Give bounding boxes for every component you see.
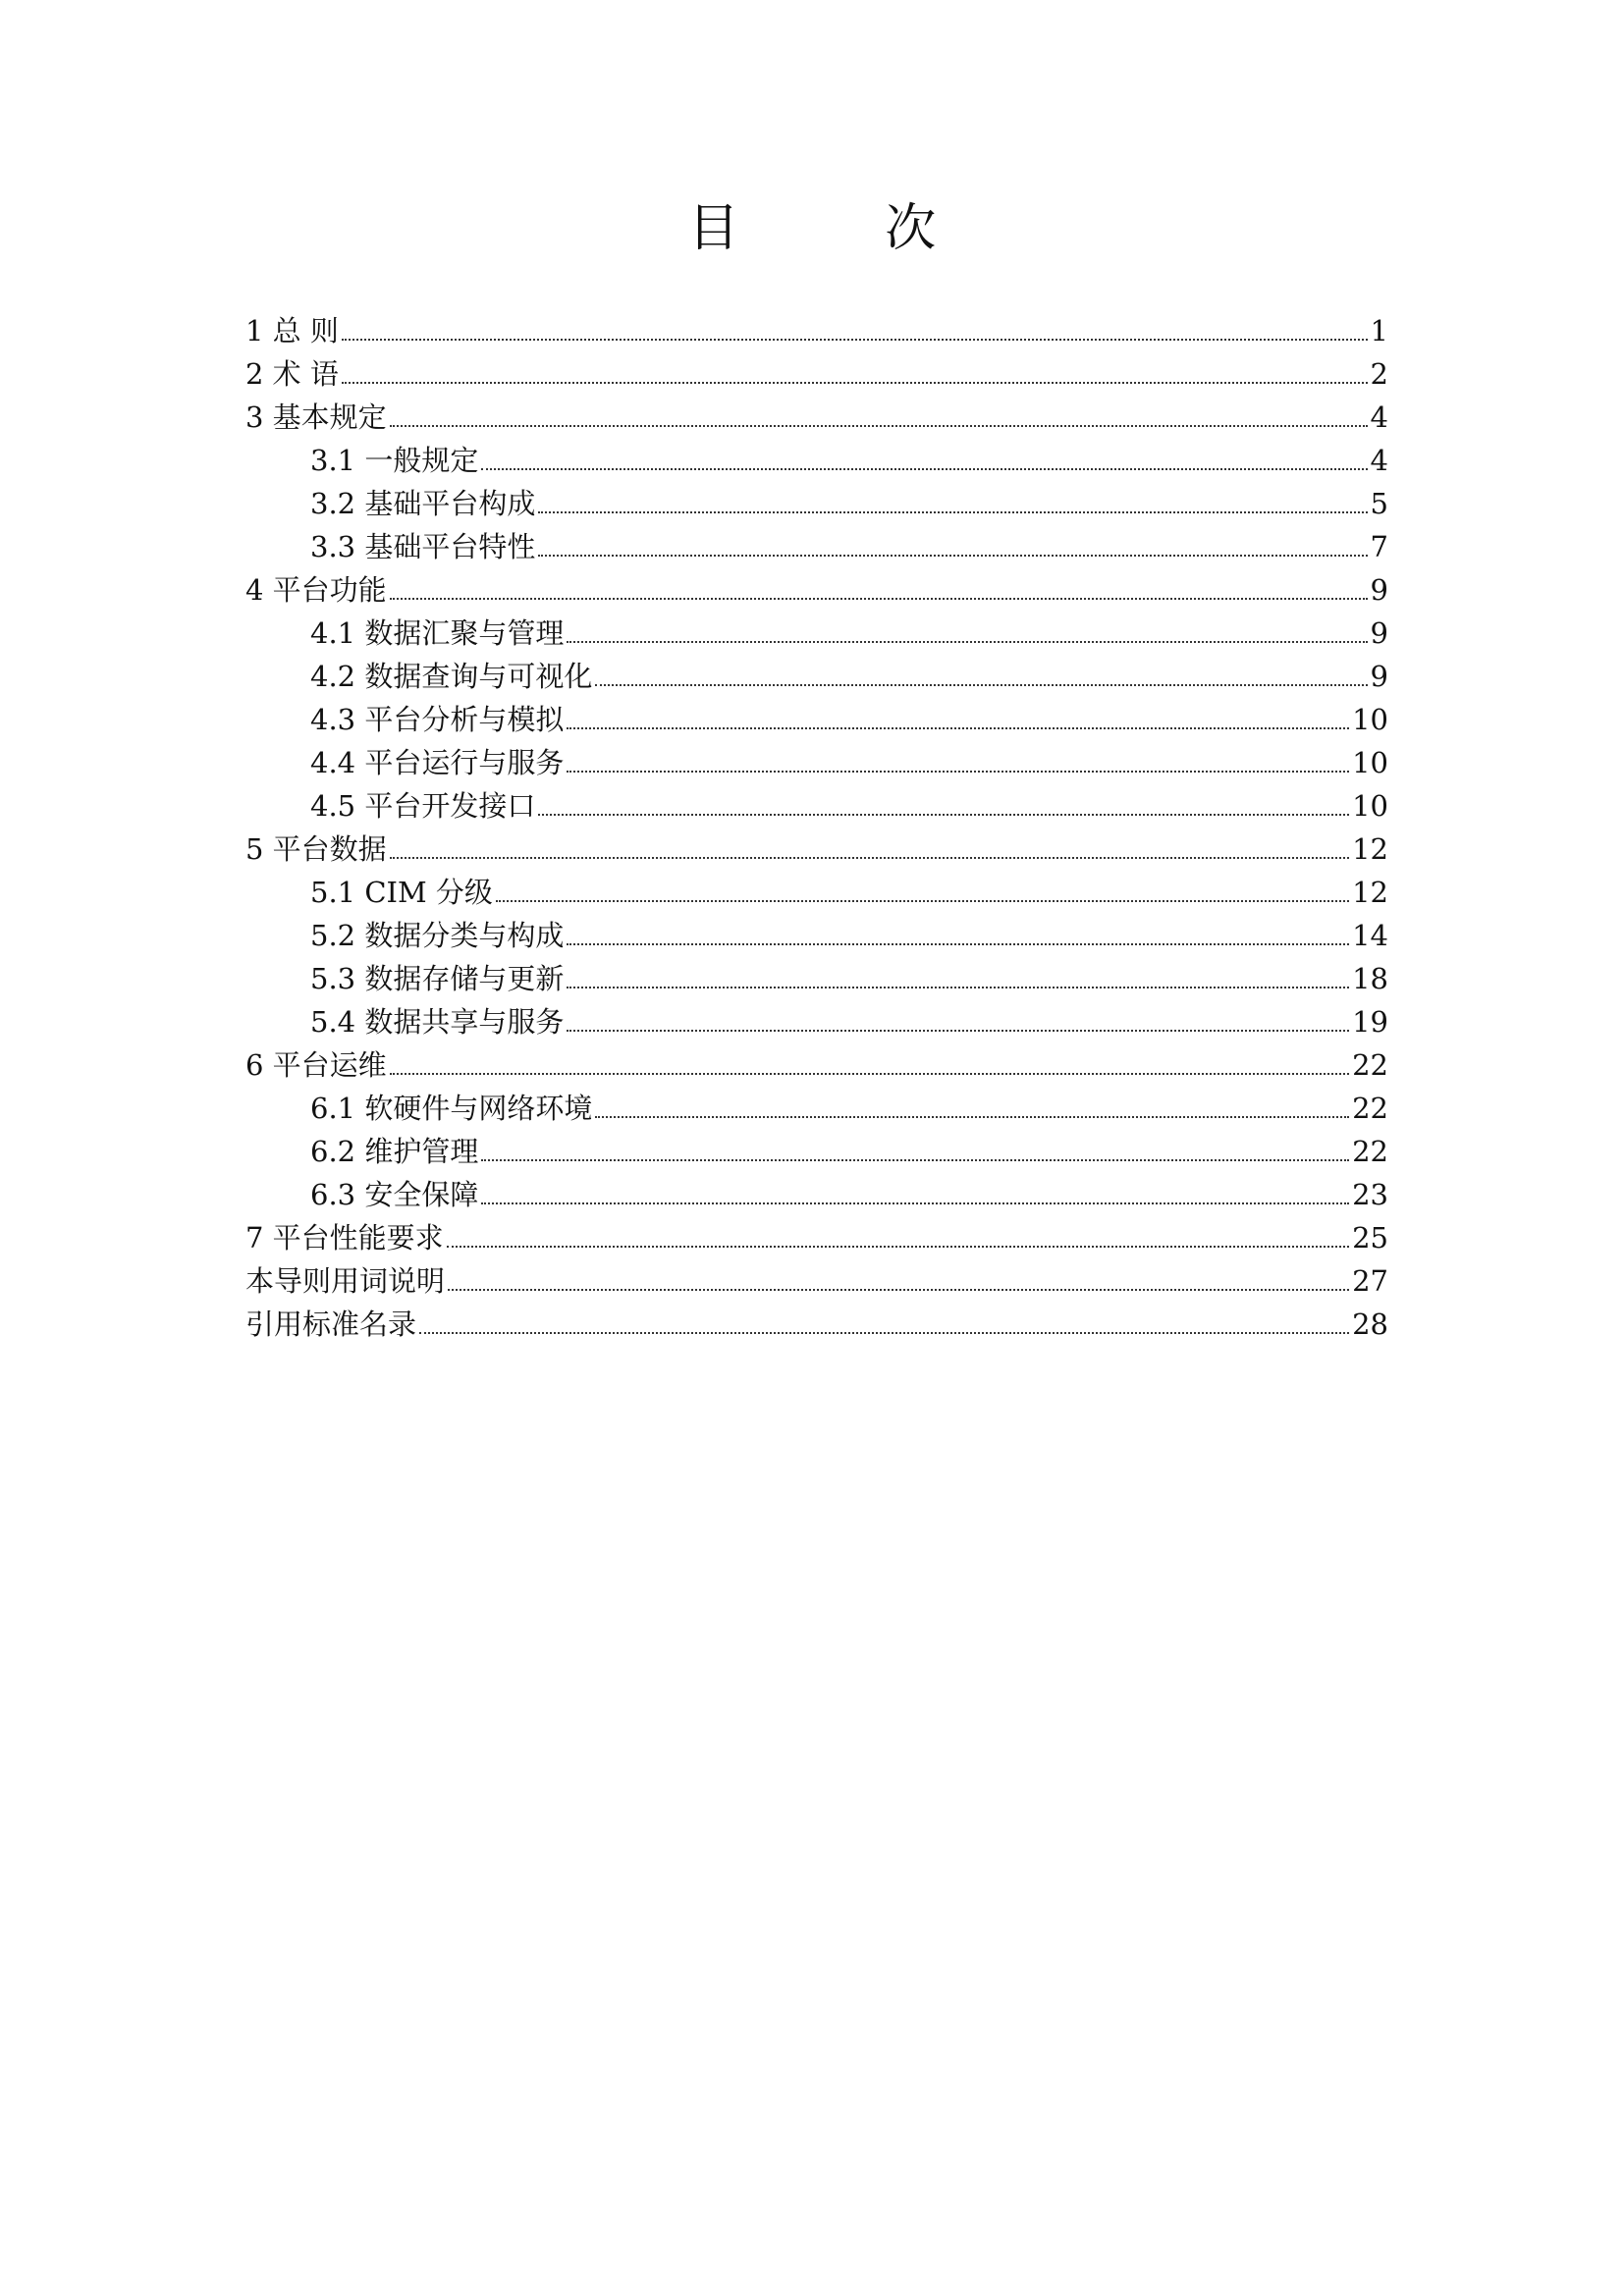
toc-dot-leader [595,684,1367,686]
toc-entry-label: 本导则用词说明 [245,1264,446,1298]
toc-entry-page-number: 4 [1370,400,1388,434]
toc-entry-label: 3.1 一般规定 [310,444,479,477]
toc-dot-leader [538,555,1367,557]
toc-dot-leader [390,1073,1349,1075]
toc-entry-label: 4.4 平台运行与服务 [310,746,565,779]
toc-entry[interactable] [245,478,1388,521]
toc-entry[interactable] [245,953,1388,996]
toc-entry-label: 3 基本规定 [245,400,387,434]
toc-entry-page-number: 23 [1352,1178,1388,1211]
toc-entry-label: 引用标准名录 [245,1308,417,1341]
toc-dot-leader [448,1289,1349,1291]
toc-entry-page-number: 2 [1370,357,1388,391]
toc-entry-page-number: 9 [1370,616,1388,650]
toc-dot-leader [342,339,1368,341]
toc-entry-page-number: 9 [1370,660,1388,693]
toc-entry[interactable] [245,1040,1388,1083]
toc-dot-leader [538,814,1349,816]
toc-dot-leader [567,987,1349,988]
toc-entry[interactable] [245,824,1388,867]
toc-entry-label: 5 平台数据 [245,832,387,866]
toc-entry-label: 6.3 安全保障 [310,1178,479,1211]
toc-dot-leader [481,1159,1349,1161]
toc-entry[interactable] [245,996,1388,1040]
toc-entry-page-number: 19 [1352,1005,1388,1039]
toc-entry-label: 4.5 平台开发接口 [310,789,536,823]
toc-entry-label: 4.2 数据查询与可视化 [310,660,593,693]
toc-entry[interactable] [245,392,1388,435]
toc-entry-label: 6 平台运维 [245,1048,387,1082]
toc-entry[interactable] [245,1255,1388,1299]
toc-dot-leader [567,727,1349,729]
toc-dot-leader [342,382,1368,384]
toc-entry[interactable] [245,910,1388,953]
toc-entry-label: 5.4 数据共享与服务 [310,1005,565,1039]
toc-entry-label: 7 平台性能要求 [245,1221,444,1255]
toc-entry[interactable] [245,1083,1388,1126]
toc-dot-leader [419,1332,1349,1334]
toc-entry[interactable] [245,694,1388,737]
toc-dot-leader [390,857,1349,859]
toc-dot-leader [496,900,1349,902]
toc-entry[interactable] [245,780,1388,824]
toc-entry-page-number: 9 [1370,573,1388,607]
page-title: 目 次 [687,199,1001,258]
toc-entry[interactable] [245,651,1388,694]
toc-dot-leader [481,468,1367,470]
toc-entry[interactable] [245,1126,1388,1169]
toc-dot-leader [567,771,1349,773]
toc-entry-label: 2 术 语 [245,357,339,391]
toc-entry-label: 4.1 数据汇聚与管理 [310,616,565,650]
toc-dot-leader [390,425,1368,427]
toc-entry[interactable] [245,867,1388,910]
toc-entry-page-number: 22 [1352,1135,1388,1168]
toc-entry-label: 4.3 平台分析与模拟 [310,703,565,736]
toc-entry[interactable] [245,1212,1388,1255]
toc-entry-label: 4 平台功能 [245,573,387,607]
toc-entry[interactable] [245,435,1388,478]
table-of-contents [245,305,1388,1342]
toc-entry[interactable] [245,564,1388,608]
toc-entry-page-number: 10 [1352,789,1388,823]
toc-entry-label: 6.1 软硬件与网络环境 [310,1092,593,1125]
toc-dot-leader [538,511,1367,513]
toc-entry[interactable] [245,1169,1388,1212]
toc-entry-page-number: 22 [1352,1048,1388,1082]
toc-entry-label: 6.2 维护管理 [310,1135,479,1168]
toc-entry[interactable] [245,1299,1388,1342]
toc-entry-label: 5.3 数据存储与更新 [310,962,565,995]
toc-entry[interactable] [245,305,1388,348]
toc-entry-label: 3.3 基础平台特性 [310,530,536,563]
toc-entry-page-number: 12 [1352,876,1388,909]
toc-entry-label: 1 总 则 [245,314,339,347]
toc-dot-leader [481,1202,1349,1204]
toc-entry-page-number: 25 [1352,1221,1388,1255]
toc-entry-page-number: 10 [1352,703,1388,736]
toc-entry[interactable] [245,348,1388,392]
toc-entry-label: 5.2 数据分类与构成 [310,919,565,952]
toc-entry-page-number: 4 [1370,444,1388,477]
toc-entry-page-number: 22 [1352,1092,1388,1125]
toc-entry-page-number: 18 [1352,962,1388,995]
toc-dot-leader [447,1246,1349,1248]
toc-dot-leader [567,943,1349,945]
toc-entry-page-number: 7 [1370,530,1388,563]
toc-entry[interactable] [245,737,1388,780]
toc-dot-leader [567,1030,1349,1032]
toc-entry-page-number: 28 [1352,1308,1388,1341]
toc-entry[interactable] [245,608,1388,651]
toc-entry[interactable] [245,521,1388,564]
toc-dot-leader [595,1116,1349,1118]
toc-entry-label: 3.2 基础平台构成 [310,487,536,520]
toc-dot-leader [390,598,1368,600]
toc-dot-leader [567,641,1367,643]
toc-entry-page-number: 10 [1352,746,1388,779]
toc-entry-page-number: 1 [1370,314,1388,347]
toc-entry-page-number: 5 [1370,487,1388,520]
toc-entry-page-number: 12 [1352,832,1388,866]
toc-entry-page-number: 14 [1352,919,1388,952]
toc-entry-label: 5.1 CIM 分级 [310,876,493,909]
toc-entry-page-number: 27 [1352,1264,1388,1298]
